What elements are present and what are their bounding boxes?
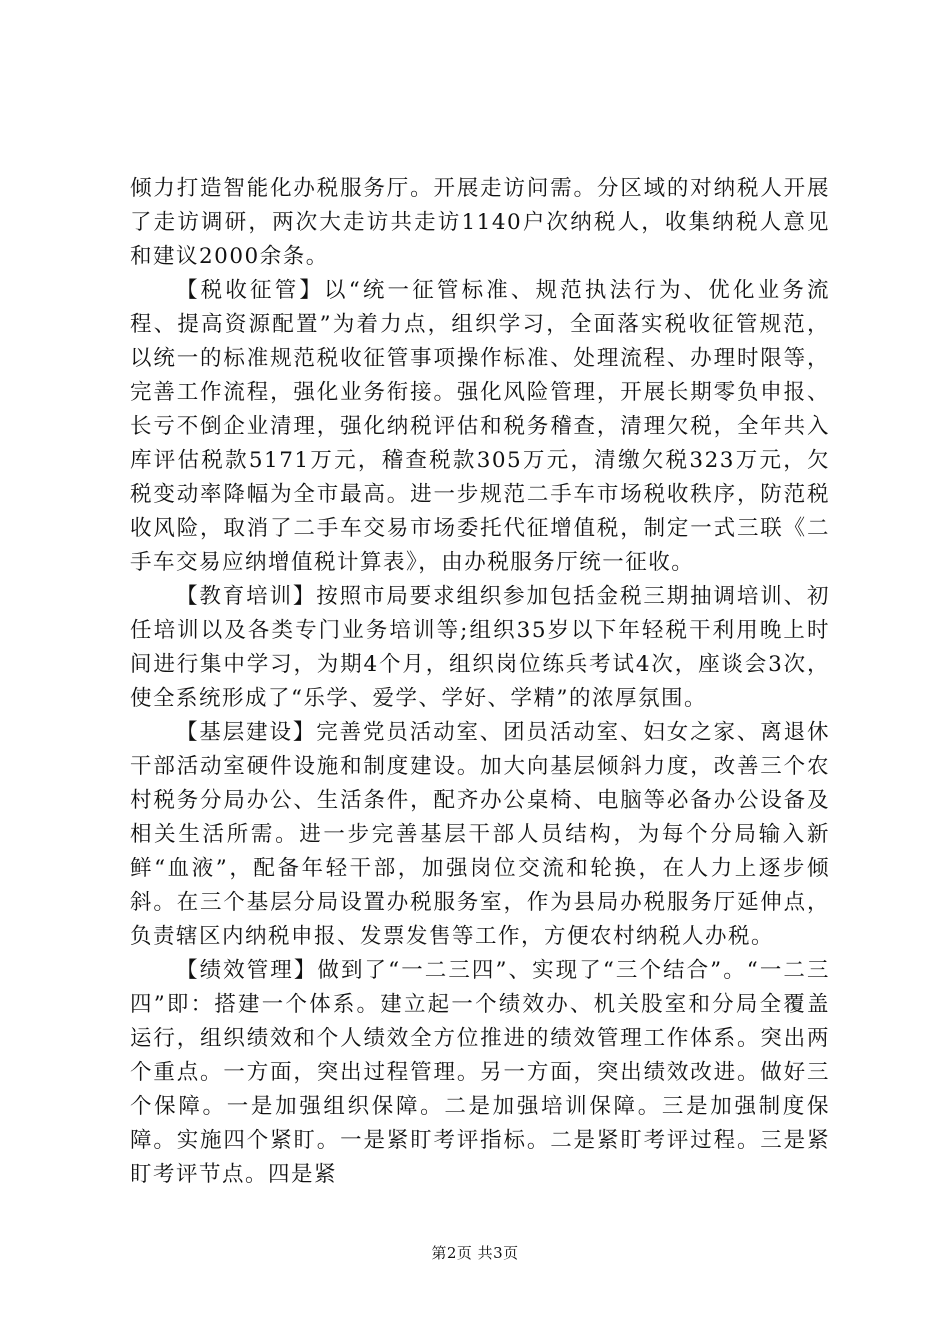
paragraph-grassroots-building: 【基层建设】完善党员活动室、团员活动室、妇女之家、离退休干部活动室硬件设施和制度建设。加大向基层倾斜力度，改善三个农村税务分局办公、生活条件，配齐办公桌椅、电脑等必备办公设备及相关生活所需。进一步完善基层干部人员结构，为每个分局输入新鲜“血液”，配备年轻干部，加强岗位交流和轮换，在人力上逐步倾斜。在三个基层分局设置办税服务室，作为县局办税服务厅延伸点，负责辖区内纳税申报、发票发售等工作，方便农村纳税人办税。 bbox=[130, 720, 830, 949]
paragraph-education-training: 【教育培训】按照市局要求组织参加包括金税三期抽调培训、初任培训以及各类专门业务培训等;组织35岁以下年轻税干利用晚上时间进行集中学习，为期4个月，组织岗位练兵考试4次，座谈会3次，使全系统形成了“乐学、爱学、学好、学精”的浓厚氛围。 bbox=[130, 584, 830, 711]
document-body bbox=[130, 172, 830, 1192]
paragraph-performance-management: 【绩效管理】做到了“一二三四”、实现了“三个结合”。“一二三四”即：搭建一个体系。建立起一个绩效办、机关股室和分局全覆盖运行，组织绩效和个人绩效全方位推进的绩效管理工作体系。突出两个重点。一方面，突出过程管理。另一方面，突出绩效改进。做好三个保障。一是加强组织保障。二是加强培训保障。三是加强制度保障。实施四个紧盯。一是紧盯考评指标。二是紧盯考评过程。三是紧盯考评节点。四是紧 bbox=[130, 958, 830, 1187]
paragraph-continuation: 倾力打造智能化办税服务厅。开展走访问需。分区域的对纳税人开展了走访调研，两次大走访共走访1140户次纳税人，收集纳税人意见和建议2000余条。 bbox=[130, 176, 830, 269]
paragraph-tax-collection: 【税收征管】以“统一征管标准、规范执法行为、优化业务流程、提高资源配置”为着力点，组织学习，全面落实税收征管规范，以统一的标准规范税收征管事项操作标准、处理流程、办理时限等，完善工作流程，强化业务衔接。强化风险管理，开展长期零负申报、长亏不倒企业清理，强化纳税评估和税务稽查，清理欠税，全年共入库评估税款5171万元，稽查税款305万元，清缴欠税323万元，欠税变动率降幅为全市最高。进一步规范二手车市场税收秩序，防范税收风险，取消了二手车交易市场委托代征增值税，制定一式三联《二手车交易应纳增值税计算表》，由办税服务厅统一征收。 bbox=[130, 278, 830, 575]
page-number-footer: 第2页 共3页 bbox=[431, 1244, 519, 1262]
